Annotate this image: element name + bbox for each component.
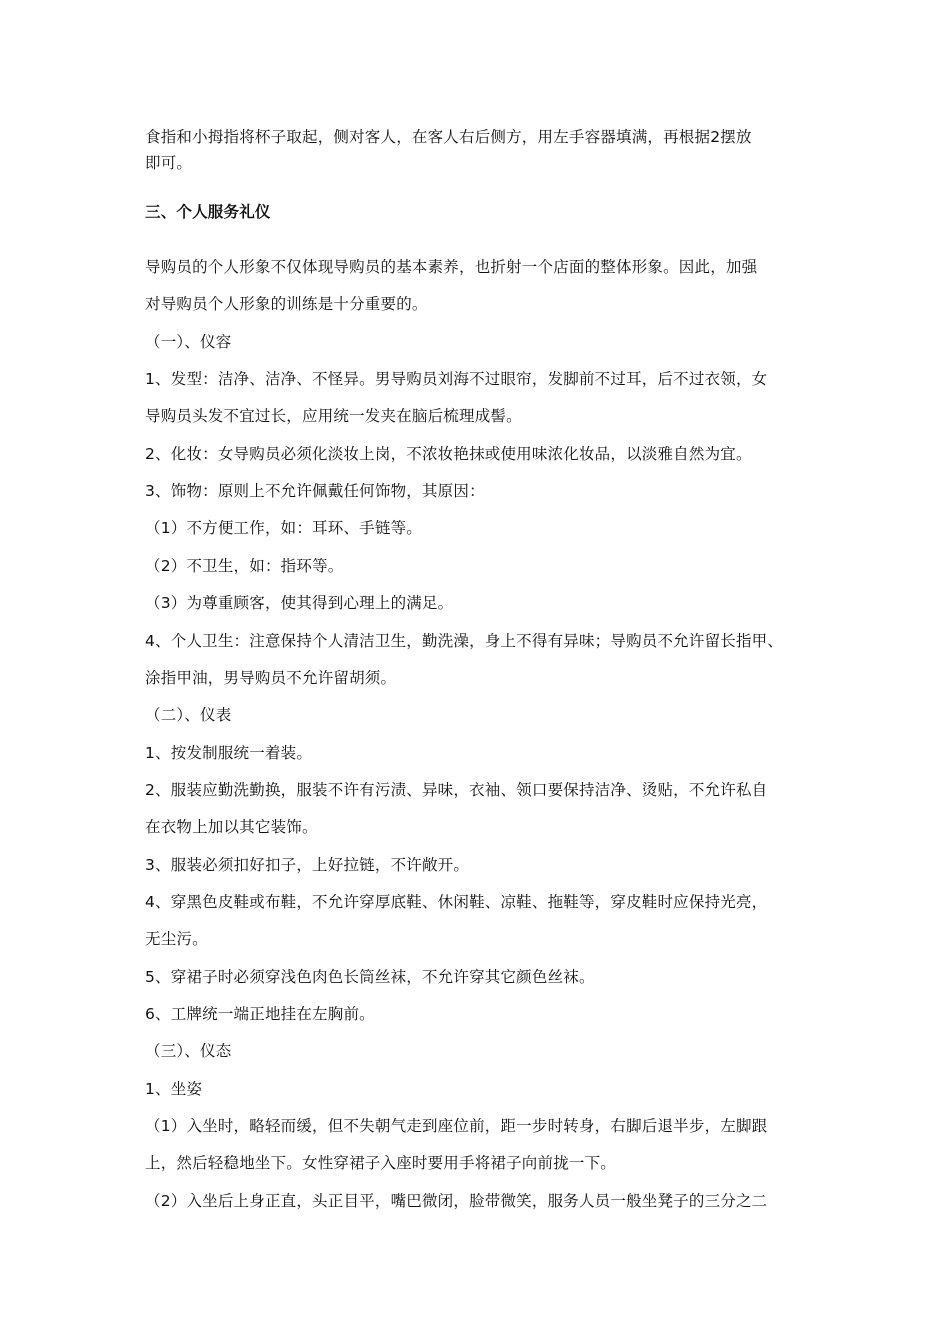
subsection-heading: （一）、仪容 [145, 333, 232, 351]
list-item: 1、按发制服统一着装。 [145, 744, 313, 762]
list-item: 1、发型：洁净、洁净、不怪异。男导购员刘海不过眼帘，发脚前不过耳，后不过衣领，女 [145, 370, 768, 388]
paragraph-line: 导购员的个人形象不仅体现导购员的基本素养，也折射一个店面的整体形象。因此，加强 [145, 258, 758, 276]
list-item: 3、饰物：原则上不允许佩戴任何饰物，其原因： [145, 482, 485, 500]
list-item-continuation: 导购员头发不宜过长，应用统一发夹在脑后梳理成髻。 [145, 407, 522, 425]
list-item: 6、工牌统一端正地挂在左胸前。 [145, 1005, 375, 1023]
list-item: 3、服装必须扣好扣子，上好拉链，不许敞开。 [145, 856, 470, 874]
list-item-continuation: 在衣物上加以其它装饰。 [145, 818, 318, 836]
subsection-heading: （三）、仪态 [145, 1042, 232, 1060]
list-item-continuation: 无尘污。 [145, 930, 208, 948]
sub-list-item: （2）入坐后上身正直，头正目平，嘴巴微闭，脸带微笑，服务人员一般坐凳子的三分之二 [145, 1192, 768, 1210]
list-item: 1、坐姿 [145, 1080, 203, 1098]
list-item: 4、穿黑色皮鞋或布鞋，不允许穿厚底鞋、休闲鞋、凉鞋、拖鞋等，穿皮鞋时应保持光亮， [145, 893, 768, 911]
sub-list-item: （1）不方便工作，如：耳环、手链等。 [145, 519, 422, 537]
section-heading: 三、个人服务礼仪 [145, 203, 271, 221]
sub-list-item: （1）入坐时，略轻而缓，但不失朝气走到座位前，距一步时转身，右脚后退半步，左脚跟 [145, 1117, 768, 1135]
list-item: 2、服装应勤洗勤换，服装不许有污渍、异味，衣袖、领口要保持洁净、烫贴，不允许私自 [145, 781, 768, 799]
list-item: 2、化妆：女导购员必须化淡妆上岗，不浓妆艳抹或使用味浓化妆品，以淡雅自然为宜。 [145, 445, 752, 463]
list-item: 5、穿裙子时必须穿浅色肉色长筒丝袜，不允许穿其它颜色丝袜。 [145, 968, 595, 986]
sub-list-item: （2）不卫生，如：指环等。 [145, 557, 344, 575]
sub-list-item: （3）为尊重顾客，使其得到心理上的满足。 [145, 594, 454, 612]
list-item: 4、个人卫生：注意保持个人清洁卫生，勤洗澡，身上不得有异味；导购员不允许留长指甲、 [145, 632, 784, 650]
list-item-continuation: 涂指甲油，男导购员不允许留胡须。 [145, 669, 397, 687]
subsection-heading: （二）、仪表 [145, 706, 232, 724]
paragraph-line: 食指和小拇指将杯子取起，侧对客人，在客人右后侧方，用左手容器填满，再根据2摆放 [145, 128, 752, 146]
paragraph-line: 即可。 [145, 154, 193, 172]
sub-list-item-continuation: 上，然后轻稳地坐下。女性穿裙子入座时要用手将裙子向前拢一下。 [145, 1154, 617, 1172]
paragraph-line: 对导购员个人形象的训练是十分重要的。 [145, 295, 428, 313]
